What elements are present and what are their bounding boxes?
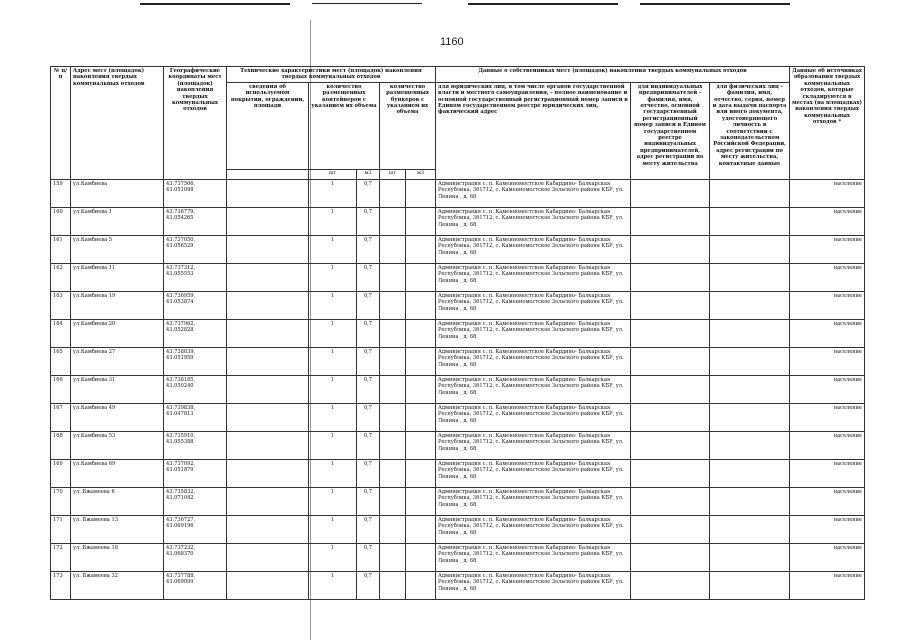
row-coords: 43.737092, 43.051879	[164, 459, 227, 487]
table-row	[51, 235, 865, 263]
row-ip	[631, 179, 710, 207]
row-ip	[631, 487, 710, 515]
row-address: ул.Камбиева 53	[71, 431, 164, 459]
row-owner: Администрация с. п. Каменномостское Кабардино- Балкарская Республика, 361712, с. Каменномостское Зольского района КБР, ул. Ленина , д. 68	[436, 543, 631, 571]
row-owner: Администрация с. п. Каменномостское Кабардино- Балкарская Республика, 361712, с. Каменномостское Зольского района КБР, ул. Ленина , д. 68	[436, 571, 631, 599]
row-phys	[710, 459, 790, 487]
row-surface	[227, 487, 309, 515]
row-num: 163	[51, 291, 71, 319]
table-row	[51, 543, 865, 571]
row-address: ул. Бжамеева 6	[71, 487, 164, 515]
row-bunker-volume	[406, 179, 436, 207]
row-container-volume: 0,7	[357, 431, 380, 459]
row-num: 167	[51, 403, 71, 431]
row-source: население	[790, 235, 865, 263]
waste-sites-register-table	[50, 66, 865, 600]
row-address: ул.Камбиева	[71, 179, 164, 207]
row-owner: Администрация с. п. Каменномостское Кабардино- Балкарская Республика, 361712, с. Каменномостское Зольского района КБР, ул. Ленина , д. 68	[436, 487, 631, 515]
row-container-count: 1	[309, 403, 357, 431]
header-coords: Географические координаты мест (площадок) накопления твердых коммунальных отходов	[164, 67, 227, 180]
header-owners: Данные о собственниках мест (площадок) накопления твердых коммунальных отходов	[436, 67, 790, 83]
row-bunker-count	[380, 515, 406, 543]
row-num: 165	[51, 347, 71, 375]
row-container-count: 1	[309, 487, 357, 515]
row-address: ул.Камбиева 20	[71, 319, 164, 347]
row-num: 161	[51, 235, 71, 263]
row-coords: 43.735910, 43.055388	[164, 431, 227, 459]
row-coords: 43.737232, 43.068370	[164, 543, 227, 571]
table-row	[51, 571, 865, 599]
row-phys	[710, 179, 790, 207]
row-num: 171	[51, 515, 71, 543]
row-phys	[710, 291, 790, 319]
row-container-count: 1	[309, 543, 357, 571]
row-ip	[631, 543, 710, 571]
header-surface-unit	[227, 169, 309, 179]
row-phys	[710, 347, 790, 375]
row-coords: 43.736779, 43.054265	[164, 207, 227, 235]
row-ip	[631, 375, 710, 403]
row-surface	[227, 431, 309, 459]
row-coords: 43.737962, 43.052828	[164, 319, 227, 347]
row-container-count: 1	[309, 179, 357, 207]
row-num: 172	[51, 543, 71, 571]
header-phys: для физических лиц - фамилия, имя, отчество, серия, номер и дата выдачи паспорта или иного документа, удостоверяющего личность в соответствии с законодательством Российской Федерации, адрес регистрации по месту жительства, контактные данные	[710, 82, 790, 179]
row-container-volume: 0,7	[357, 291, 380, 319]
table-row	[51, 319, 865, 347]
row-bunker-count	[380, 291, 406, 319]
row-coords: 43.735832, 43.071042	[164, 487, 227, 515]
row-container-count: 1	[309, 263, 357, 291]
row-surface	[227, 263, 309, 291]
row-coords: 43.738039, 43.051959	[164, 347, 227, 375]
row-container-count: 1	[309, 375, 357, 403]
row-bunker-volume	[406, 291, 436, 319]
row-owner: Администрация с. п. Каменномостское Кабардино- Балкарская Республика, 361712, с. Каменномостское Зольского района КБР, ул. Ленина , д. 68	[436, 179, 631, 207]
row-address: ул.Камбиева 11	[71, 263, 164, 291]
row-bunker-volume	[406, 319, 436, 347]
row-bunker-count	[380, 543, 406, 571]
scan-artifact-top-mid	[312, 3, 422, 4]
row-bunker-count	[380, 375, 406, 403]
row-bunker-count	[380, 347, 406, 375]
row-container-count: 1	[309, 235, 357, 263]
row-container-volume: 0,7	[357, 487, 380, 515]
row-num: 166	[51, 375, 71, 403]
row-source: население	[790, 459, 865, 487]
row-bunker-volume	[406, 235, 436, 263]
header-bunkers: количество размещенных бункеров с указанием их объема	[380, 82, 436, 169]
row-surface	[227, 291, 309, 319]
row-phys	[710, 431, 790, 459]
table-row	[51, 431, 865, 459]
row-ip	[631, 207, 710, 235]
row-source: население	[790, 571, 865, 599]
row-source: население	[790, 487, 865, 515]
header-surface: сведения об используемом покрытии, ограждении, площади	[227, 82, 309, 169]
row-surface	[227, 403, 309, 431]
row-phys	[710, 403, 790, 431]
header-containers-m3: м3	[357, 169, 380, 179]
row-source: население	[790, 263, 865, 291]
row-address: ул.Камбиева 49	[71, 403, 164, 431]
row-source: население	[790, 179, 865, 207]
row-phys	[710, 235, 790, 263]
row-phys	[710, 571, 790, 599]
row-container-volume: 0,7	[357, 263, 380, 291]
row-bunker-count	[380, 263, 406, 291]
row-address: ул.Камбиева 1	[71, 207, 164, 235]
row-source: население	[790, 347, 865, 375]
row-owner: Администрация с. п. Каменномостское Кабардино- Балкарская Республика, 361712, с. Каменномостское Зольского района КБР, ул. Ленина , д. 68	[436, 459, 631, 487]
row-ip	[631, 347, 710, 375]
header-containers: количество размещенных контейнеров с указанием их объема	[309, 82, 380, 169]
row-coords: 43.736959, 43.053874	[164, 291, 227, 319]
scan-artifact-top-left	[140, 3, 290, 5]
row-source: население	[790, 543, 865, 571]
row-bunker-volume	[406, 207, 436, 235]
row-surface	[227, 543, 309, 571]
row-bunker-volume	[406, 515, 436, 543]
row-owner: Администрация с. п. Каменномостское Кабардино- Балкарская Республика, 361712, с. Каменномостское Зольского района КБР, ул. Ленина , д. 68	[436, 431, 631, 459]
header-bunkers-m3: м3	[406, 169, 436, 179]
row-container-count: 1	[309, 291, 357, 319]
row-bunker-volume	[406, 263, 436, 291]
row-container-volume: 0,7	[357, 375, 380, 403]
row-owner: Администрация с. п. Каменномостское Кабардино- Балкарская Республика, 361712, с. Каменномостское Зольского района КБР, ул. Ленина , д. 68	[436, 207, 631, 235]
row-bunker-volume	[406, 487, 436, 515]
row-ip	[631, 291, 710, 319]
row-container-count: 1	[309, 515, 357, 543]
row-container-count: 1	[309, 459, 357, 487]
row-container-count: 1	[309, 207, 357, 235]
row-surface	[227, 571, 309, 599]
row-address: ул.Камбиева 27	[71, 347, 164, 375]
row-ip	[631, 459, 710, 487]
row-source: население	[790, 319, 865, 347]
row-bunker-count	[380, 235, 406, 263]
table-row	[51, 291, 865, 319]
row-source: население	[790, 431, 865, 459]
row-container-volume: 0,7	[357, 515, 380, 543]
row-num: 173	[51, 571, 71, 599]
row-num: 164	[51, 319, 71, 347]
table-row	[51, 179, 865, 207]
row-coords: 43.738185, 43.050240	[164, 375, 227, 403]
row-owner: Администрация с. п. Каменномостское Кабардино- Балкарская Республика, 361712, с. Каменномостское Зольского района КБР, ул. Ленина , д. 68	[436, 375, 631, 403]
row-container-volume: 0,7	[357, 571, 380, 599]
table-body	[51, 179, 865, 599]
row-surface	[227, 319, 309, 347]
row-bunker-volume	[406, 431, 436, 459]
row-source: население	[790, 291, 865, 319]
row-coords: 43.739838, 43.047813	[164, 403, 227, 431]
row-owner: Администрация с. п. Каменномостское Кабардино- Балкарская Республика, 361712, с. Каменномостское Зольского района КБР, ул. Ленина , д. 68	[436, 263, 631, 291]
row-num: 162	[51, 263, 71, 291]
row-bunker-count	[380, 571, 406, 599]
row-address: ул.Камбиева 19	[71, 291, 164, 319]
row-bunker-count	[380, 459, 406, 487]
row-ip	[631, 515, 710, 543]
table-row	[51, 487, 865, 515]
header-bunkers-pcs: шт	[380, 169, 406, 179]
row-address: ул. Бжамеева 32	[71, 571, 164, 599]
row-num: 160	[51, 207, 71, 235]
row-bunker-volume	[406, 347, 436, 375]
row-phys	[710, 515, 790, 543]
row-surface	[227, 515, 309, 543]
table-row	[51, 403, 865, 431]
row-bunker-count	[380, 319, 406, 347]
row-phys	[710, 263, 790, 291]
row-surface	[227, 375, 309, 403]
row-address: ул.Камбиева 5	[71, 235, 164, 263]
row-source: население	[790, 375, 865, 403]
row-ip	[631, 431, 710, 459]
row-num: 169	[51, 459, 71, 487]
header-tech: Технические характеристики мест (площадок) накопления твердых коммунальных отходов	[227, 67, 436, 83]
row-phys	[710, 207, 790, 235]
table-row	[51, 263, 865, 291]
row-coords: 43.737050, 43.056529	[164, 235, 227, 263]
row-surface	[227, 459, 309, 487]
row-phys	[710, 319, 790, 347]
row-phys	[710, 543, 790, 571]
row-bunker-volume	[406, 375, 436, 403]
row-surface	[227, 235, 309, 263]
row-container-volume: 0,7	[357, 235, 380, 263]
header-legal: для юридических лиц, в том числе органов государственной власти и местного самоуправления, - полное наименование и основной государственный регистрационный номер записи в Едином государственном реестре юридических лиц, фактический адрес	[436, 82, 631, 179]
row-address: ул. Бжамеева 18	[71, 543, 164, 571]
table-row	[51, 375, 865, 403]
row-address: ул. Бжамеева 13	[71, 515, 164, 543]
row-container-count: 1	[309, 347, 357, 375]
row-source: население	[790, 515, 865, 543]
row-bunker-count	[380, 403, 406, 431]
row-ip	[631, 235, 710, 263]
table-row	[51, 515, 865, 543]
row-num: 159	[51, 179, 71, 207]
row-owner: Администрация с. п. Каменномостское Кабардино- Балкарская Республика, 361712, с. Каменномостское Зольского района КБР, ул. Ленина , д. 68	[436, 347, 631, 375]
row-container-volume: 0,7	[357, 347, 380, 375]
row-container-count: 1	[309, 571, 357, 599]
table-row	[51, 347, 865, 375]
row-container-volume: 0,7	[357, 543, 380, 571]
header-address: Адрес мест (площадок) накопления твердых коммунальных отходов	[71, 67, 164, 180]
row-bunker-count	[380, 179, 406, 207]
row-bunker-volume	[406, 543, 436, 571]
row-bunker-count	[380, 207, 406, 235]
header-ip: для индивидуальных предпринимателей - фамилия, имя, отчество, основной государственный регистрационный номер записи в Едином государственном реестре индивидуальных предпринимателей, адрес регистрации по месту жительства	[631, 82, 710, 179]
row-bunker-volume	[406, 459, 436, 487]
scan-artifact-top-far-right	[640, 3, 790, 5]
row-num: 170	[51, 487, 71, 515]
row-bunker-volume	[406, 571, 436, 599]
row-owner: Администрация с. п. Каменномостское Кабардино- Балкарская Республика, 361712, с. Каменномостское Зольского района КБР, ул. Ленина , д. 68	[436, 515, 631, 543]
row-ip	[631, 319, 710, 347]
row-container-volume: 0,7	[357, 459, 380, 487]
row-address: ул.Камбиева 69	[71, 459, 164, 487]
row-container-volume: 0,7	[357, 319, 380, 347]
header-sources: Данные об источниках образования твердых коммунальных отходов, которые складируются в местах (на площадках) накопления твердых коммунальных отходов *	[790, 67, 865, 180]
row-container-volume: 0,7	[357, 179, 380, 207]
row-container-count: 1	[309, 431, 357, 459]
row-owner: Администрация с. п. Каменномостское Кабардино- Балкарская Республика, 361712, с. Каменномостское Зольского района КБР, ул. Ленина , д. 68	[436, 235, 631, 263]
page-number: 1160	[440, 36, 464, 48]
row-address: ул.Камбиева 31	[71, 375, 164, 403]
table-row	[51, 459, 865, 487]
row-phys	[710, 487, 790, 515]
row-phys	[710, 375, 790, 403]
row-ip	[631, 403, 710, 431]
scan-artifact-top-right	[468, 3, 618, 5]
row-coords: 43.737506, 43.051098	[164, 179, 227, 207]
row-bunker-count	[380, 487, 406, 515]
row-bunker-count	[380, 431, 406, 459]
row-surface	[227, 347, 309, 375]
row-coords: 43.736727, 43.069196	[164, 515, 227, 543]
row-container-volume: 0,7	[357, 403, 380, 431]
row-coords: 43.737788, 43.069099	[164, 571, 227, 599]
row-ip	[631, 571, 710, 599]
row-surface	[227, 179, 309, 207]
header-num: № п/п	[51, 67, 71, 180]
row-bunker-volume	[406, 403, 436, 431]
row-num: 168	[51, 431, 71, 459]
row-coords: 43.737312, 43.055553	[164, 263, 227, 291]
row-source: население	[790, 207, 865, 235]
row-owner: Администрация с. п. Каменномостское Кабардино- Балкарская Республика, 361712, с. Каменномостское Зольского района КБР, ул. Ленина , д. 68	[436, 403, 631, 431]
row-owner: Администрация с. п. Каменномостское Кабардино- Балкарская Республика, 361712, с. Каменномостское Зольского района КБР, ул. Ленина , д. 68	[436, 319, 631, 347]
row-source: население	[790, 403, 865, 431]
row-surface	[227, 207, 309, 235]
table-row	[51, 207, 865, 235]
row-container-volume: 0,7	[357, 207, 380, 235]
row-ip	[631, 263, 710, 291]
header-containers-pcs: шт	[309, 169, 357, 179]
row-owner: Администрация с. п. Каменномостское Кабардино- Балкарская Республика, 361712, с. Каменномостское Зольского района КБР, ул. Ленина , д. 68	[436, 291, 631, 319]
row-container-count: 1	[309, 319, 357, 347]
